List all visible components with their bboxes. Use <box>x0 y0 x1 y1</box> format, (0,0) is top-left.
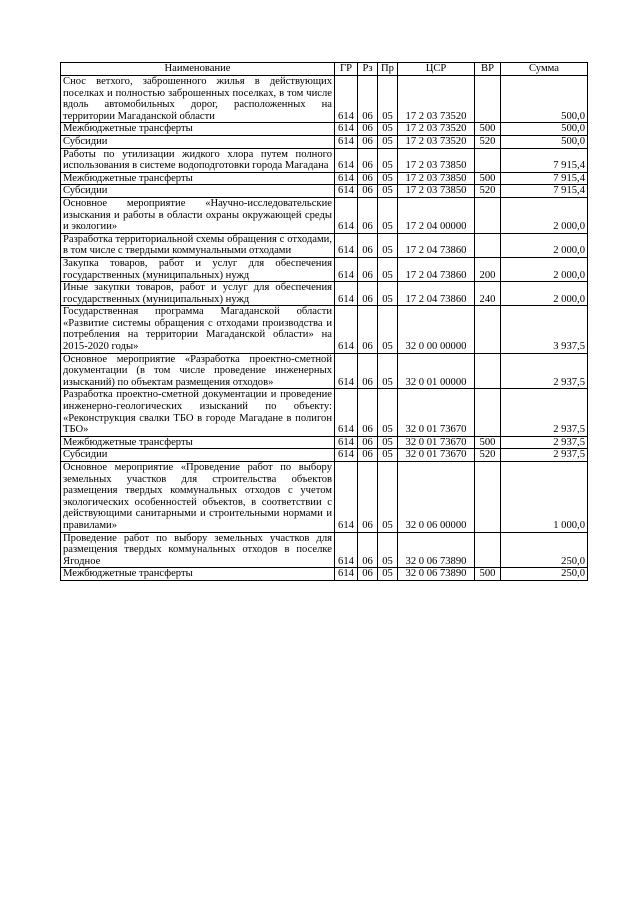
gr-cell: 614 <box>335 282 358 306</box>
name-cell: Субсидии <box>61 449 335 462</box>
gr-cell: 614 <box>335 257 358 281</box>
gr-cell: 614 <box>335 568 358 581</box>
table-row <box>61 306 588 353</box>
rz-cell: 06 <box>358 532 378 568</box>
csr-cell: 32 0 00 00000 <box>398 306 475 353</box>
name-cell: Субсидии <box>61 135 335 148</box>
pr-cell: 05 <box>378 76 398 123</box>
name-cell: Межбюджетные трансферты <box>61 172 335 185</box>
pr-cell: 05 <box>378 257 398 281</box>
vr-cell: 500 <box>475 568 501 581</box>
pr-cell: 05 <box>378 306 398 353</box>
pr-cell: 05 <box>378 148 398 172</box>
header-gr: ГР <box>335 63 358 76</box>
table-row <box>61 462 588 533</box>
vr-cell <box>475 389 501 436</box>
table-row <box>61 532 588 568</box>
csr-cell: 17 2 03 73520 <box>398 76 475 123</box>
pr-cell: 05 <box>378 436 398 449</box>
sum-cell: 500,0 <box>501 135 588 148</box>
vr-cell: 520 <box>475 185 501 198</box>
gr-cell: 614 <box>335 436 358 449</box>
name-cell: Основное мероприятие «Разработка проектно-сметной документации (в том числе проведение инженерных изысканий) по объектам размещения отходов» <box>61 353 335 389</box>
gr-cell: 614 <box>335 532 358 568</box>
rz-cell: 06 <box>358 449 378 462</box>
rz-cell: 06 <box>358 123 378 136</box>
sum-cell: 500,0 <box>501 123 588 136</box>
pr-cell: 05 <box>378 353 398 389</box>
gr-cell: 614 <box>335 306 358 353</box>
csr-cell: 17 2 03 73850 <box>398 148 475 172</box>
header-vr: ВР <box>475 63 501 76</box>
vr-cell: 520 <box>475 449 501 462</box>
gr-cell: 614 <box>335 197 358 233</box>
pr-cell: 05 <box>378 123 398 136</box>
csr-cell: 17 2 04 73860 <box>398 233 475 257</box>
vr-cell <box>475 233 501 257</box>
vr-cell: 500 <box>475 172 501 185</box>
rz-cell: 06 <box>358 568 378 581</box>
gr-cell: 614 <box>335 353 358 389</box>
sum-cell: 2 000,0 <box>501 233 588 257</box>
sum-cell: 250,0 <box>501 568 588 581</box>
name-cell: Межбюджетные трансферты <box>61 123 335 136</box>
rz-cell: 06 <box>358 135 378 148</box>
name-cell: Основное мероприятие «Научно-исследовательские изыскания и работы в области охраны окружающей среды и экологии» <box>61 197 335 233</box>
sum-cell: 2 000,0 <box>501 282 588 306</box>
header-name: Наименование <box>61 63 335 76</box>
header-sum: Сумма <box>501 63 588 76</box>
vr-cell <box>475 306 501 353</box>
budget-table <box>60 62 588 581</box>
sum-cell: 2 937,5 <box>501 449 588 462</box>
pr-cell: 05 <box>378 172 398 185</box>
name-cell: Снос ветхого, заброшенного жилья в действующих поселках и полностью заброшенных поселках, в том числе вдоль автомобильных дорог, расположенных на территории Магаданской области <box>61 76 335 123</box>
rz-cell: 06 <box>358 185 378 198</box>
csr-cell: 32 0 06 73890 <box>398 568 475 581</box>
pr-cell: 05 <box>378 197 398 233</box>
csr-cell: 17 2 03 73520 <box>398 135 475 148</box>
pr-cell: 05 <box>378 282 398 306</box>
gr-cell: 614 <box>335 123 358 136</box>
csr-cell: 32 0 01 73670 <box>398 389 475 436</box>
csr-cell: 17 2 03 73850 <box>398 185 475 198</box>
sum-cell: 7 915,4 <box>501 185 588 198</box>
header-rz: Рз <box>358 63 378 76</box>
vr-cell <box>475 462 501 533</box>
table-row <box>61 185 588 198</box>
rz-cell: 06 <box>358 233 378 257</box>
table-row <box>61 436 588 449</box>
rz-cell: 06 <box>358 148 378 172</box>
vr-cell <box>475 353 501 389</box>
csr-cell: 17 2 04 73860 <box>398 257 475 281</box>
table-row <box>61 233 588 257</box>
pr-cell: 05 <box>378 449 398 462</box>
table-row <box>61 282 588 306</box>
sum-cell: 2 937,5 <box>501 353 588 389</box>
pr-cell: 05 <box>378 532 398 568</box>
pr-cell: 05 <box>378 462 398 533</box>
vr-cell: 240 <box>475 282 501 306</box>
vr-cell <box>475 532 501 568</box>
sum-cell: 1 000,0 <box>501 462 588 533</box>
csr-cell: 32 0 06 73890 <box>398 532 475 568</box>
header-csr: ЦСР <box>398 63 475 76</box>
vr-cell: 200 <box>475 257 501 281</box>
vr-cell <box>475 197 501 233</box>
name-cell: Разработка территориальной схемы обращения с отходами, в том числе с твердыми коммунальными отходами <box>61 233 335 257</box>
gr-cell: 614 <box>335 148 358 172</box>
table-header-row <box>61 63 588 76</box>
sum-cell: 7 915,4 <box>501 148 588 172</box>
table-row <box>61 76 588 123</box>
table-row <box>61 172 588 185</box>
name-cell: Работы по утилизации жидкого хлора путем полного использования в системе водоподготовки города Магадана <box>61 148 335 172</box>
pr-cell: 05 <box>378 135 398 148</box>
rz-cell: 06 <box>358 197 378 233</box>
gr-cell: 614 <box>335 462 358 533</box>
table-body <box>61 76 588 581</box>
vr-cell: 500 <box>475 123 501 136</box>
csr-cell: 32 0 01 00000 <box>398 353 475 389</box>
name-cell: Основное мероприятие «Проведение работ по выбору земельных участков для строительства объектов размещения твердых коммунальных отходов с учетом экологических особенностей объектов, в соответствии с действующими санитарными и строительными нормами и правилами» <box>61 462 335 533</box>
table-row <box>61 135 588 148</box>
rz-cell: 06 <box>358 172 378 185</box>
name-cell: Межбюджетные трансферты <box>61 568 335 581</box>
pr-cell: 05 <box>378 568 398 581</box>
csr-cell: 32 0 01 73670 <box>398 436 475 449</box>
vr-cell: 520 <box>475 135 501 148</box>
sum-cell: 2 937,5 <box>501 436 588 449</box>
header-pr: Пр <box>378 63 398 76</box>
name-cell: Субсидии <box>61 185 335 198</box>
csr-cell: 32 0 06 00000 <box>398 462 475 533</box>
vr-cell <box>475 76 501 123</box>
sum-cell: 2 000,0 <box>501 197 588 233</box>
table-row <box>61 449 588 462</box>
gr-cell: 614 <box>335 185 358 198</box>
pr-cell: 05 <box>378 233 398 257</box>
table-row <box>61 257 588 281</box>
sum-cell: 7 915,4 <box>501 172 588 185</box>
rz-cell: 06 <box>358 282 378 306</box>
csr-cell: 32 0 01 73670 <box>398 449 475 462</box>
table-row <box>61 389 588 436</box>
csr-cell: 17 2 03 73520 <box>398 123 475 136</box>
gr-cell: 614 <box>335 172 358 185</box>
gr-cell: 614 <box>335 389 358 436</box>
gr-cell: 614 <box>335 449 358 462</box>
rz-cell: 06 <box>358 306 378 353</box>
pr-cell: 05 <box>378 185 398 198</box>
name-cell: Проведение работ по выбору земельных участков для размещения твердых коммунальных отходов в поселке Ягодное <box>61 532 335 568</box>
csr-cell: 17 2 04 00000 <box>398 197 475 233</box>
rz-cell: 06 <box>358 462 378 533</box>
rz-cell: 06 <box>358 257 378 281</box>
vr-cell: 500 <box>475 436 501 449</box>
sum-cell: 2 937,5 <box>501 389 588 436</box>
name-cell: Закупка товаров, работ и услуг для обеспечения государственных (муниципальных) нужд <box>61 257 335 281</box>
table-row <box>61 353 588 389</box>
rz-cell: 06 <box>358 353 378 389</box>
name-cell: Межбюджетные трансферты <box>61 436 335 449</box>
table-row <box>61 148 588 172</box>
csr-cell: 17 2 03 73850 <box>398 172 475 185</box>
gr-cell: 614 <box>335 135 358 148</box>
name-cell: Разработка проектно-сметной документации и проведение инженерно-геологических изысканий по объекту: «Реконструкция свалки ТБО в городе Магадане в полигон ТБО» <box>61 389 335 436</box>
gr-cell: 614 <box>335 233 358 257</box>
table-row <box>61 197 588 233</box>
gr-cell: 614 <box>335 76 358 123</box>
vr-cell <box>475 148 501 172</box>
sum-cell: 250,0 <box>501 532 588 568</box>
rz-cell: 06 <box>358 76 378 123</box>
name-cell: Государственная программа Магаданской области «Развитие системы обращения с отходами производства и потребления на территории Магаданской области» на 2015-2020 годы» <box>61 306 335 353</box>
sum-cell: 500,0 <box>501 76 588 123</box>
sum-cell: 2 000,0 <box>501 257 588 281</box>
sum-cell: 3 937,5 <box>501 306 588 353</box>
table-row <box>61 123 588 136</box>
name-cell: Иные закупки товаров, работ и услуг для обеспечения государственных (муниципальных) нужд <box>61 282 335 306</box>
rz-cell: 06 <box>358 436 378 449</box>
table-row <box>61 568 588 581</box>
pr-cell: 05 <box>378 389 398 436</box>
rz-cell: 06 <box>358 389 378 436</box>
csr-cell: 17 2 04 73860 <box>398 282 475 306</box>
